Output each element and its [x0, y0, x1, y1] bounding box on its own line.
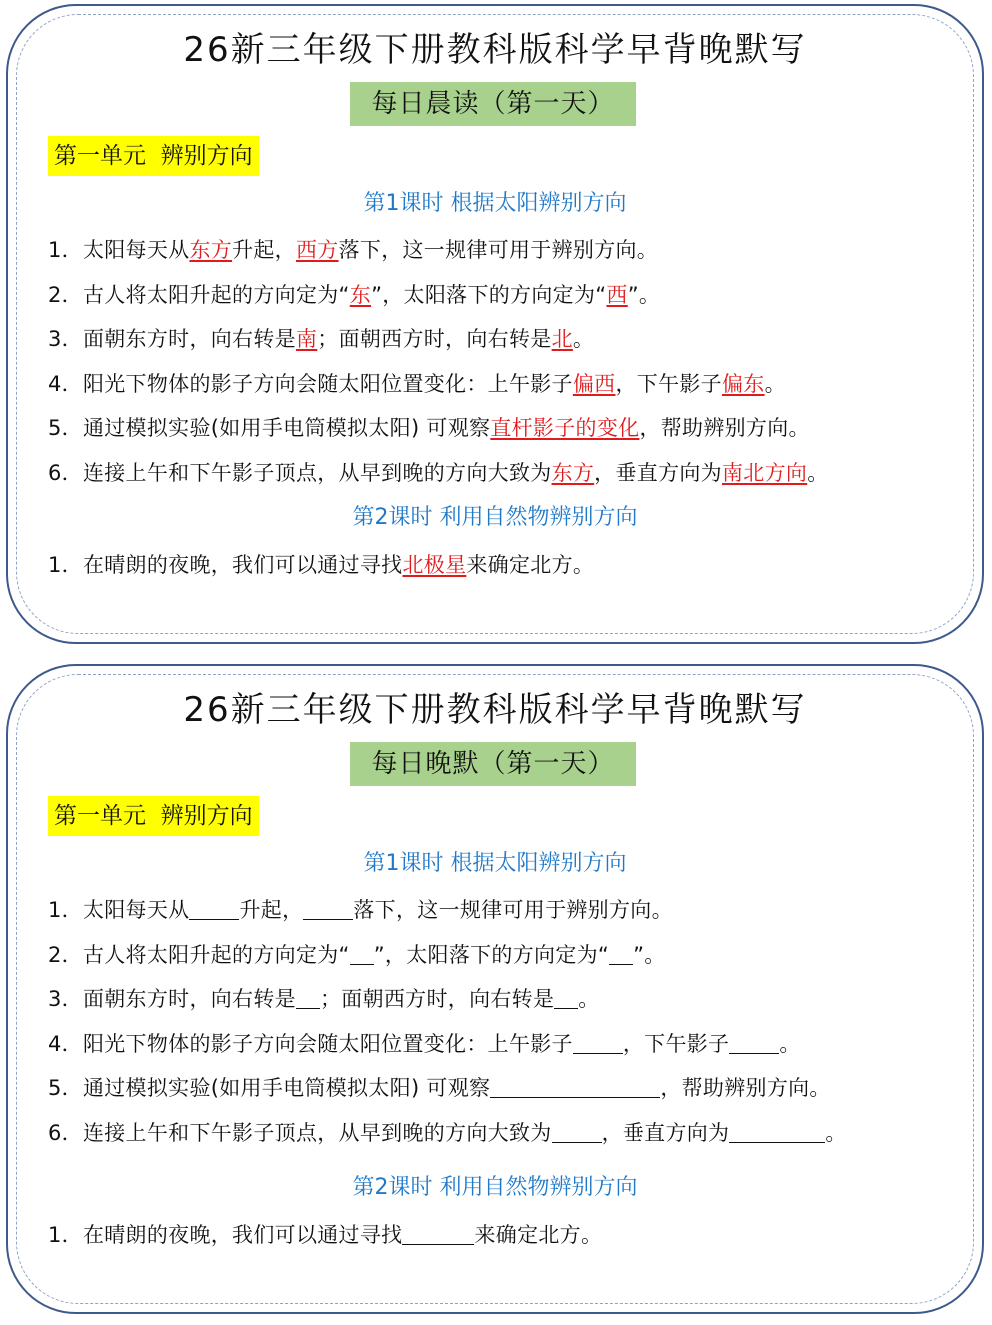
answer-blank[interactable] — [296, 987, 320, 1009]
answer: 偏西 — [572, 372, 616, 396]
answer: 北极星 — [402, 553, 467, 577]
answer: 东方 — [189, 238, 233, 262]
list-item: 4．阳光下物体的影子方向会随太阳位置变化：上午影子 ，下午影子 。 — [48, 1032, 801, 1056]
answer: 偏东 — [721, 372, 765, 396]
list-item: 3．面朝东方时，向右转是南；面朝西方时，向右转是北。 — [48, 327, 595, 351]
list-item: 1．太阳每天从东方升起，西方落下，这一规律可用于辨别方向。 — [48, 238, 659, 262]
answer-blank[interactable] — [573, 1032, 623, 1054]
answer-blank[interactable] — [350, 943, 374, 965]
list-item: 2．古人将太阳升起的方向定为“ ”，太阳落下的方向定为“ ”。 — [48, 943, 666, 967]
answer: 西方 — [295, 238, 339, 262]
lesson-heading-2: 第2课时 利用自然物辨别方向 — [352, 1175, 638, 1200]
answer-blank[interactable] — [729, 1032, 779, 1054]
list-item: 1．在晴朗的夜晚，我们可以通过寻找 来确定北方。 — [48, 1223, 603, 1247]
evening-dictation-card — [6, 664, 984, 1314]
answer: 东 — [349, 283, 372, 307]
list-item: 1．太阳每天从 升起， 落下，这一规律可用于辨别方向。 — [48, 898, 673, 922]
unit-heading: 第一单元 辨别方向 — [48, 796, 259, 836]
lesson-heading-1: 第1课时 根据太阳辨别方向 — [363, 191, 627, 216]
answer-blank[interactable] — [729, 1121, 825, 1143]
answer: 北 — [551, 327, 573, 351]
morning-reading-card — [6, 4, 984, 644]
list-item: 3．面朝东方时，向右转是 ；面朝西方时，向右转是 。 — [48, 987, 600, 1011]
list-item: 2．古人将太阳升起的方向定为“东”，太阳落下的方向定为“西”。 — [48, 283, 661, 307]
section-subtitle: 每日晚默（第一天） — [350, 742, 636, 786]
answer-blank[interactable] — [402, 1223, 474, 1245]
list-item: 1．在晴朗的夜晚，我们可以通过寻找北极星来确定北方。 — [48, 553, 595, 577]
page-title: 26新三年级下册教科版科学早背晚默写 — [183, 690, 807, 730]
answer-blank[interactable] — [554, 987, 578, 1009]
answer: 南北方向 — [721, 461, 808, 485]
list-item: 5．通过模拟实验(如用手电筒模拟太阳) 可观察 ，帮助辨别方向。 — [48, 1076, 831, 1100]
answer: 东方 — [551, 461, 595, 485]
section-subtitle: 每日晨读（第一天） — [350, 82, 636, 126]
answer-blank[interactable] — [189, 898, 239, 920]
answer: 南 — [295, 327, 318, 351]
unit-heading: 第一单元 辨别方向 — [48, 136, 259, 176]
list-item: 4．阳光下物体的影子方向会随太阳位置变化：上午影子偏西，下午影子偏东。 — [48, 372, 786, 396]
list-item: 6．连接上午和下午影子顶点，从早到晚的方向大致为东方，垂直方向为南北方向。 — [48, 461, 829, 485]
answer-blank[interactable] — [490, 1076, 660, 1098]
list-item: 6．连接上午和下午影子顶点，从早到晚的方向大致为 ，垂直方向为 。 — [48, 1121, 847, 1145]
lesson-heading-1: 第1课时 根据太阳辨别方向 — [363, 851, 627, 876]
list-item: 5．通过模拟实验(如用手电筒模拟太阳) 可观察直杆影子的变化，帮助辨别方向。 — [48, 416, 810, 440]
answer-blank[interactable] — [552, 1121, 602, 1143]
page-title: 26新三年级下册教科版科学早背晚默写 — [183, 30, 807, 70]
answer: 西 — [606, 283, 628, 307]
answer-blank[interactable] — [303, 898, 353, 920]
answer: 直杆影子的变化 — [490, 416, 640, 440]
answer-blank[interactable] — [609, 943, 633, 965]
lesson-heading-2: 第2课时 利用自然物辨别方向 — [352, 505, 638, 530]
